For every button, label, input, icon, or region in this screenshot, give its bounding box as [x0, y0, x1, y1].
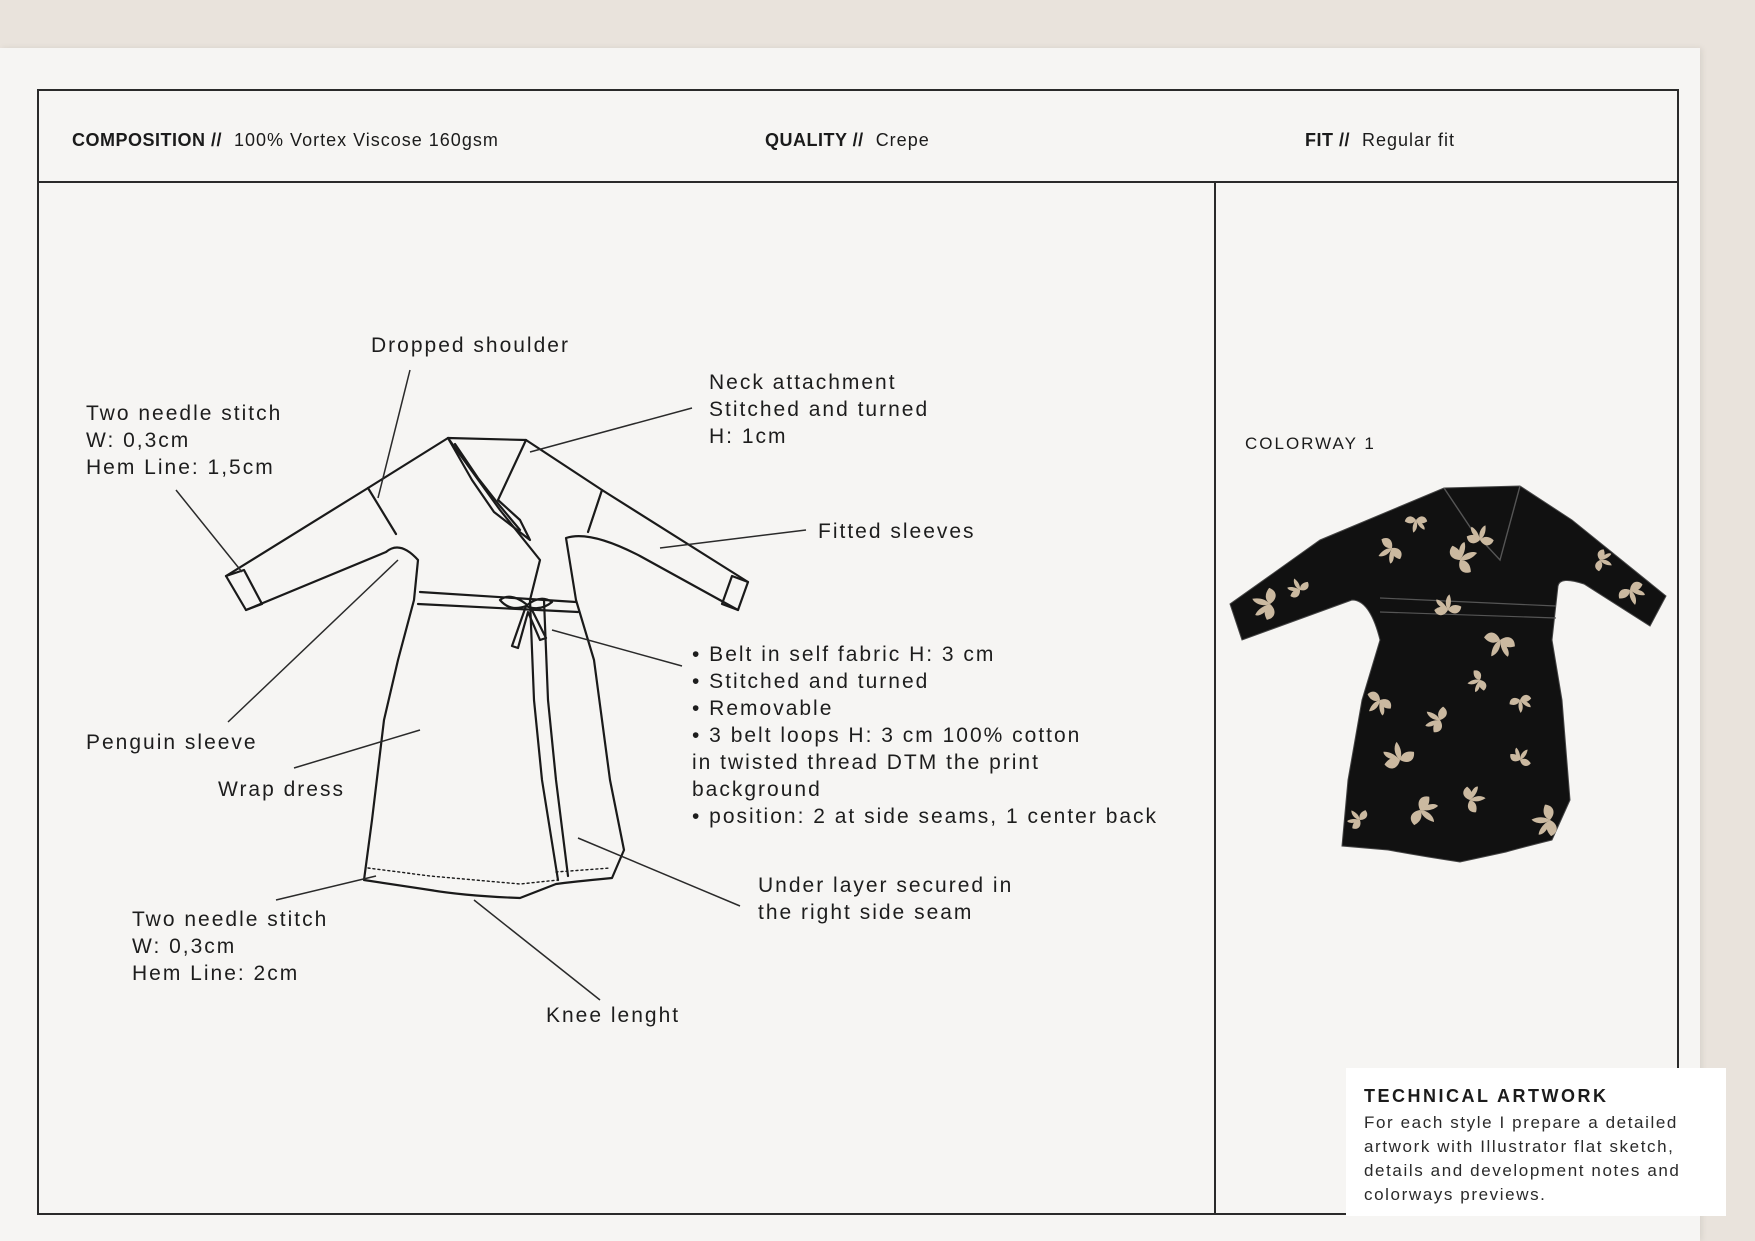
belt-line-7: • position: 2 at side seams, 1 center back — [692, 805, 1159, 828]
under-layer-line-1: Under layer secured in — [758, 874, 1014, 897]
belt-line-1: • Belt in self fabric H: 3 cm — [692, 643, 996, 666]
label-belt-notes — [692, 641, 1158, 830]
belt-line-4: • 3 belt loops H: 3 cm 100% cotton — [692, 724, 1082, 747]
composition-label: COMPOSITION // — [72, 130, 223, 150]
label-two-needle-stitch-top — [86, 400, 282, 481]
technical-artwork-title: TECHNICAL ARTWORK — [1364, 1086, 1609, 1106]
label-knee-length: Knee lenght — [546, 1004, 681, 1027]
two-needle-bottom-line-3: Hem Line: 2cm — [132, 962, 300, 985]
label-neck-attachment — [709, 369, 929, 450]
label-two-needle-stitch-bottom — [132, 906, 328, 987]
belt-line-5: in twisted thread DTM the print — [692, 751, 1040, 774]
two-needle-bottom-line-2: W: 0,3cm — [132, 935, 237, 958]
quality-value: Crepe — [875, 130, 930, 150]
quality-field — [765, 130, 930, 151]
belt-line-6: background — [692, 778, 822, 801]
fit-value: Regular fit — [1362, 130, 1456, 150]
composition-value: 100% Vortex Viscose 160gsm — [234, 130, 499, 150]
neck-line-3: H: 1cm — [709, 425, 788, 448]
neck-line-2: Stitched and turned — [709, 398, 930, 421]
label-penguin-sleeve: Penguin sleeve — [86, 731, 258, 754]
two-needle-top-line-1: Two needle stitch — [86, 402, 283, 425]
label-fitted-sleeves: Fitted sleeves — [818, 520, 976, 543]
fit-field — [1305, 130, 1455, 151]
belt-line-3: • Removable — [692, 697, 834, 720]
two-needle-top-line-3: Hem Line: 1,5cm — [86, 456, 275, 479]
composition-field — [72, 130, 499, 151]
under-layer-line-2: the right side seam — [758, 901, 974, 924]
neck-line-1: Neck attachment — [709, 371, 897, 394]
column-divider — [1214, 181, 1216, 1215]
fit-label: FIT // — [1305, 130, 1350, 150]
label-wrap-dress: Wrap dress — [218, 778, 345, 801]
colorway-label: COLORWAY 1 — [1245, 434, 1376, 453]
two-needle-top-line-2: W: 0,3cm — [86, 429, 191, 452]
header-divider — [37, 181, 1679, 183]
belt-line-2: • Stitched and turned — [692, 670, 930, 693]
quality-label: QUALITY // — [765, 130, 864, 150]
label-under-layer — [758, 872, 1013, 926]
label-dropped-shoulder: Dropped shoulder — [371, 334, 570, 357]
technical-artwork-note — [1346, 1068, 1726, 1216]
technical-artwork-body: For each style I prepare a detailed artwork with Illustrator flat sketch, details and development notes and colorways previews. — [1364, 1113, 1681, 1204]
two-needle-bottom-line-1: Two needle stitch — [132, 908, 329, 931]
